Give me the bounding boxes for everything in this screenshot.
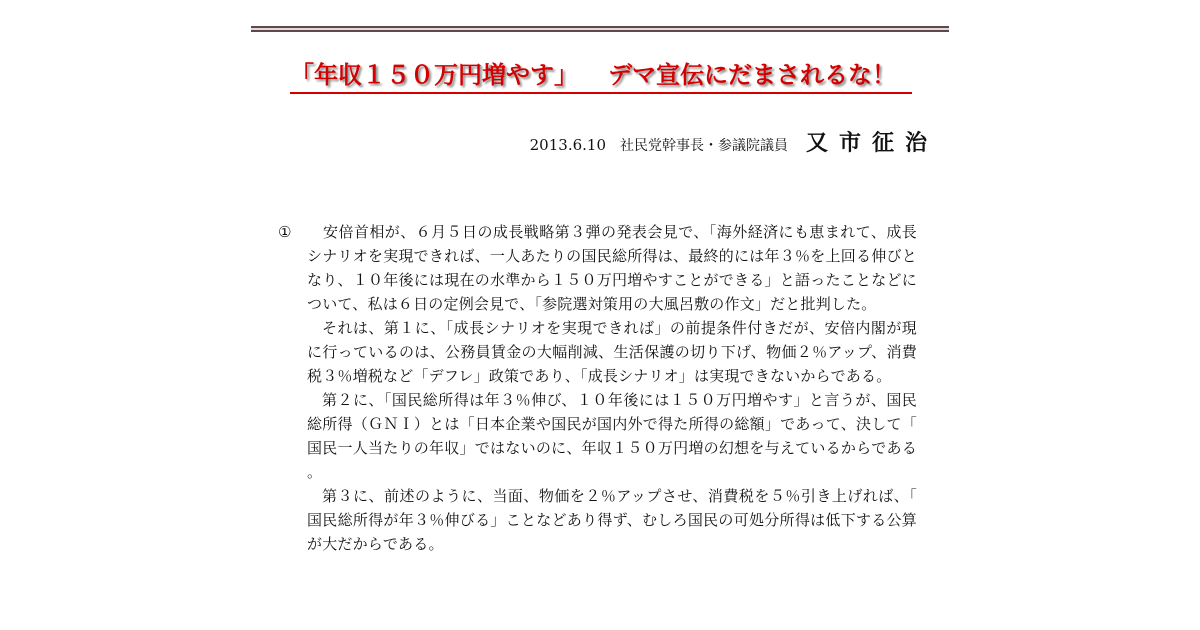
paragraph-point-1: それは、第１に、「成長シナリオを実現できれば」の前提条件付きだが、安倍内閣が現に行っているのは、公務員賃金の大幅削減、生活保護の切り下げ、物価２％アップ、消費税３％増税など「デフレ」政策であり、「成長シナリオ」は実現できないからである。 bbox=[307, 319, 917, 385]
author-role: 社民党幹事長・参議院議員 bbox=[619, 138, 788, 154]
publish-date: 2013.6.10 bbox=[529, 136, 606, 154]
paragraph-point-3: 第３に、前述のように、当面、物価を２％アップさせ、消費税を５％引き上げれば、「国民総所得が年３％伸びる」ことなどあり得ず、むしろ国民の可処分所得は低下する公算が大だからである。 bbox=[307, 487, 917, 553]
paragraph-intro: 安倍首相が、６月５日の成長戦略第３弾の発表会見で、「海外経済にも恵まれて、成長シナリオを実現できれば、一人あたりの国民総所得は、最終的には年３％を上回る伸びとなり、１０年後には現在の水準から１５０万円増やすことができる」と語ったことなどについて、私は６日の定例会見で、「参院選対策用の大風呂敷の作文」だと批判した。 bbox=[307, 223, 917, 313]
article-title bbox=[290, 58, 912, 94]
section-marker: ① bbox=[278, 223, 292, 241]
paragraph-point-2: 第２に、「国民総所得は年３％伸び、１０年後には１５０万円増やす」と言うが、国民総所得（ＧＮＩ）とは「日本企業や国民が国内外で得た所得の総額」であって、決して「国民一人当たりの年収」ではないのに、年収１５０万円増の幻想を与えているからである。 bbox=[307, 391, 917, 481]
title-part-1: 「年収１５０万円増やす」 bbox=[290, 61, 578, 89]
article-body bbox=[278, 220, 918, 556]
top-divider bbox=[251, 26, 949, 32]
title-part-2: デマ宣伝にだまされるな！ bbox=[608, 61, 896, 89]
author-name: 又市征治 bbox=[805, 130, 938, 156]
byline bbox=[530, 126, 938, 156]
